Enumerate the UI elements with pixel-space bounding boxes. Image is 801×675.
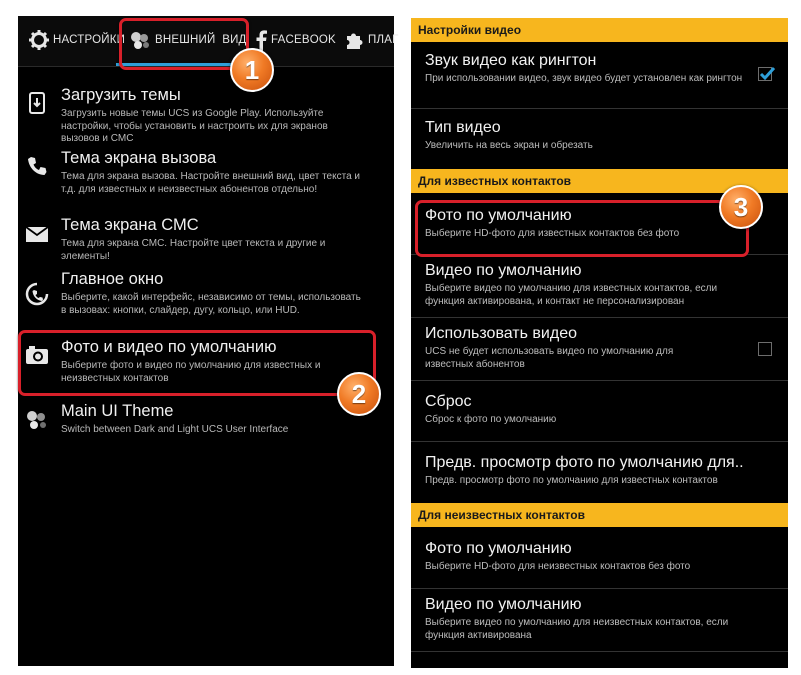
pref-desc: При использовании видео, звук видео будет установлен как рингтон: [425, 73, 743, 84]
pref-unknown-default-photo[interactable]: [411, 540, 788, 585]
divider: [411, 317, 788, 318]
step-badge-2: 2: [337, 372, 381, 416]
pref-desc: Выберите HD-фото для неизвестных контактов без фото: [425, 561, 691, 572]
pref-title: Сброс: [425, 393, 472, 410]
section-header-known: Для известных контактов: [411, 169, 788, 193]
menu-item-sms-theme[interactable]: [18, 216, 394, 271]
tab-settings[interactable]: [28, 16, 125, 64]
pref-title: Предв. просмотр фото по умолчанию для..: [425, 454, 744, 471]
pref-known-default-video[interactable]: [411, 262, 788, 317]
dial-icon: [25, 282, 49, 306]
section-header-video: Настройки видео: [411, 18, 788, 42]
menu-item-title: Тема экрана СМС: [61, 216, 199, 234]
pref-title: Фото по умолчанию: [425, 540, 572, 557]
divider: [411, 441, 788, 442]
divider: [411, 588, 788, 589]
pref-preview-default-photo[interactable]: [411, 454, 788, 499]
divider: [411, 651, 788, 652]
pref-desc: Выберите HD-фото для известных контактов без фото: [425, 228, 680, 239]
menu-item-title: Главное окно: [61, 270, 164, 288]
pref-reset[interactable]: [411, 393, 788, 438]
pref-title: Тип видео: [425, 119, 501, 136]
phone-icon: [25, 155, 49, 179]
menu-item-desc: Switch between Dark and Light UCS User Interface: [61, 424, 289, 435]
menu-item-title: Фото и видео по умолчанию: [61, 338, 277, 356]
use-video-checkbox[interactable]: [758, 342, 772, 356]
tab-plugins[interactable]: [344, 16, 399, 64]
pref-title: Видео по умолчанию: [425, 262, 582, 279]
tab-plugins-label: ПЛАГ: [368, 34, 399, 46]
pref-desc: Предв. просмотр фото по умолчанию для известных контактов: [425, 475, 718, 486]
step-badge-1: 1: [230, 48, 274, 92]
menu-item-title: Загрузить темы: [61, 86, 181, 104]
pref-desc: Выберите видео по умолчанию для известных контактов, если функция активирована, и контакт не персонализирован: [425, 283, 718, 307]
puzzle-icon: [344, 29, 366, 51]
pref-desc: Сброс к фото по умолчанию: [425, 414, 557, 425]
menu-item-download-themes[interactable]: [18, 86, 394, 148]
divider: [411, 108, 788, 109]
menu-item-main-ui-theme[interactable]: [18, 402, 394, 442]
pref-desc: UCS не будет использовать видео по умолчанию для известных абонентов: [425, 346, 674, 370]
menu-item-desc: Тема для экрана СМС. Настройте цвет текста и другие и элементы!: [61, 238, 326, 262]
pref-title: Фото по умолчанию: [425, 207, 572, 224]
menu-item-desc: Выберите фото и видео по умолчанию для известных и неизвестных контактов: [61, 360, 321, 384]
menu-item-call-theme[interactable]: [18, 149, 394, 209]
menu-item-desc: Тема для экрана вызова. Настройте внешний вид, цвет текста и т.д. для известных и неизвестных абонентов отдельно!: [61, 171, 360, 195]
pref-title: Видео по умолчанию: [425, 596, 582, 613]
tab-facebook-label: FACEBOOK: [271, 34, 336, 46]
menu-item-desc: Выберите, какой интерфейс, независимо от темы, использовать в вызовах: кнопки, слайдер, дугу, кольцо, или HUD.: [61, 292, 361, 316]
menu-item-main-window[interactable]: [18, 270, 394, 332]
pref-video-type[interactable]: [411, 119, 788, 167]
pref-desc: Выберите видео по умолчанию для неизвестных контактов, если функция активирована: [425, 617, 729, 641]
section-header-unknown: Для неизвестных контактов: [411, 503, 788, 527]
download-phone-icon: [25, 92, 49, 116]
pref-unknown-default-video[interactable]: [411, 596, 788, 651]
tab-settings-label: НАСТРОЙКИ: [53, 34, 126, 46]
highlight-known-default-photo: [415, 200, 749, 257]
checkmark-icon: [758, 65, 776, 83]
gear-icon: [28, 29, 50, 51]
pref-title: Звук видео как рингтон: [425, 52, 597, 69]
step-badge-3: 3: [719, 185, 763, 229]
pref-title: Использовать видео: [425, 325, 577, 342]
menu-item-desc: Загрузить новые темы UCS из Google Play. Используйте настройки, чтобы установить и настроить их для экранов вызовов и СМС: [61, 108, 328, 144]
tab-appearance-label: ВНЕШНИЙ ВИД: [155, 34, 247, 46]
pref-video-ringtone[interactable]: [411, 52, 788, 110]
theme-icon: [25, 408, 49, 432]
menu-item-title: Main UI Theme: [61, 402, 174, 420]
pref-desc: Увеличить на весь экран и обрезать: [425, 140, 593, 151]
highlight-default-media-item: [18, 330, 376, 396]
ringtone-checkbox[interactable]: [758, 67, 772, 81]
envelope-icon: [25, 222, 49, 246]
menu-item-title: Тема экрана вызова: [61, 149, 217, 167]
highlight-appearance-tab: [119, 18, 249, 70]
pref-use-video[interactable]: [411, 325, 788, 380]
right-screen: [411, 18, 788, 668]
divider: [411, 380, 788, 381]
